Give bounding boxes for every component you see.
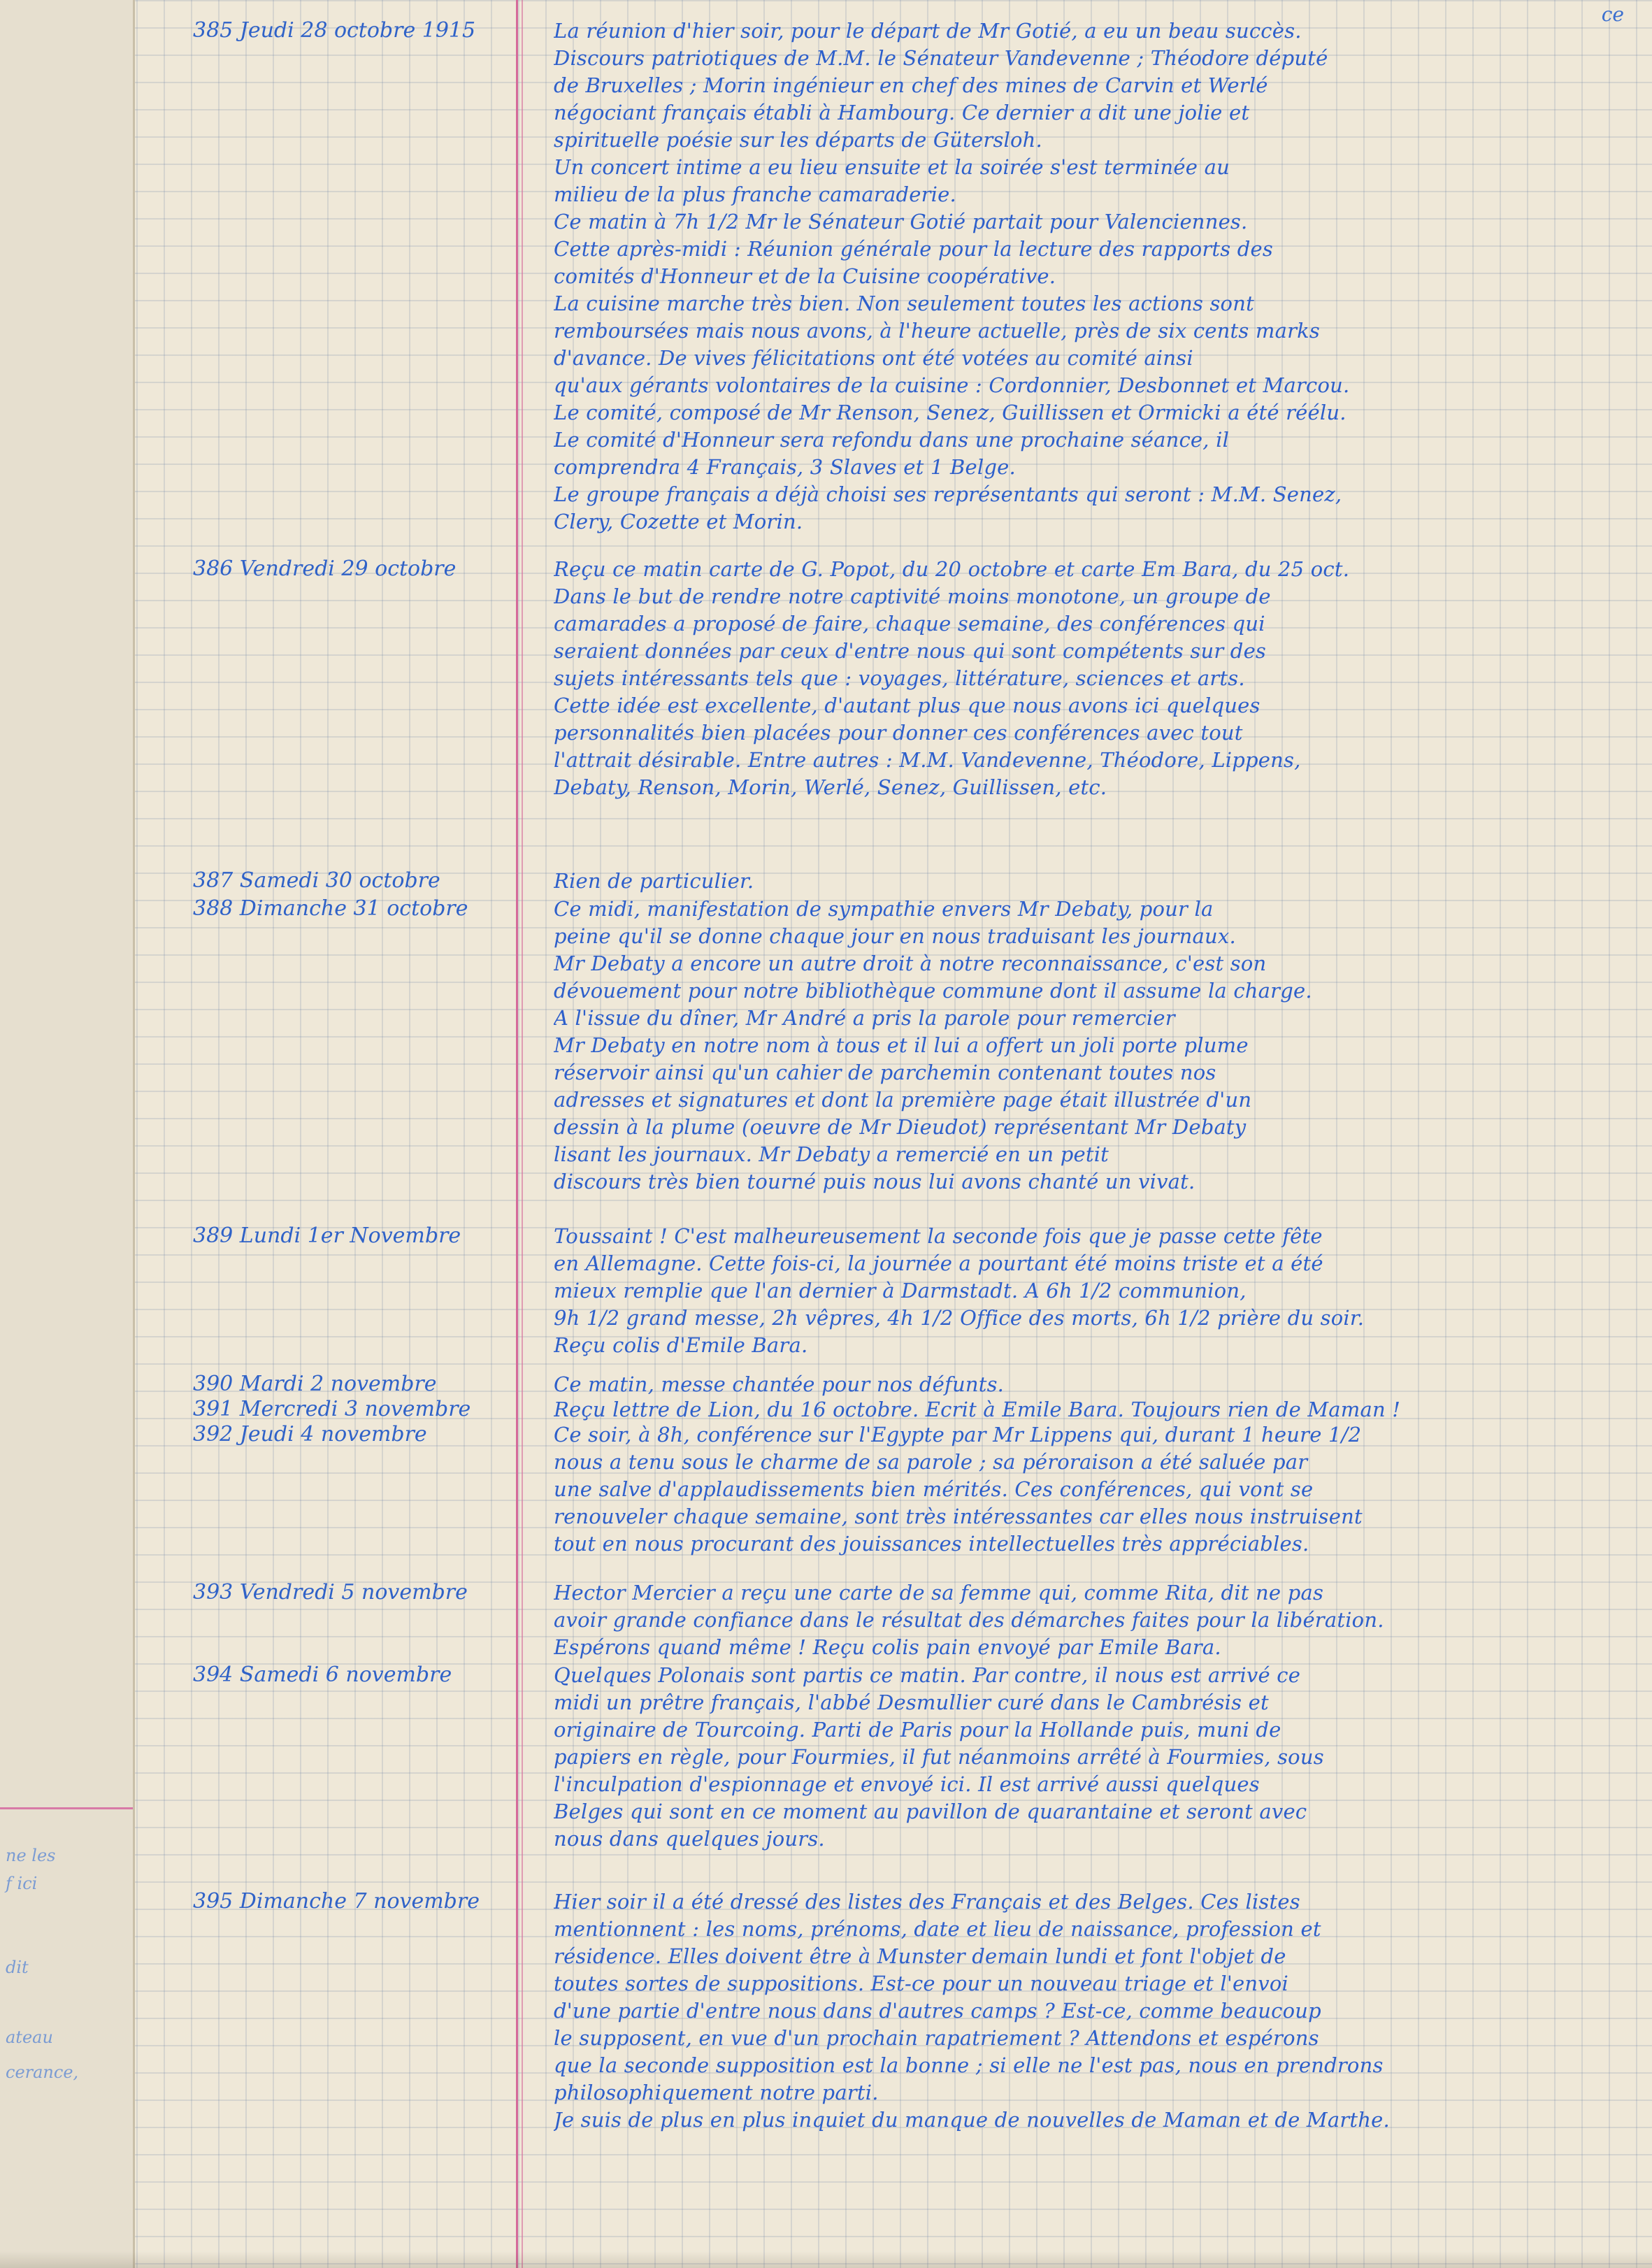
entry-text-line: nous dans quelques jours. (554, 1827, 825, 1851)
margin-rule (516, 0, 518, 2268)
entry-text-line: seraient données par ceux d'entre nous qui sont compétents sur des (554, 639, 1267, 663)
entry-text-line: dévouement pour notre bibliothèque commune dont il assume la charge. (554, 979, 1312, 1003)
entry-text-line: comprendra 4 Français, 3 Slaves et 1 Belge. (554, 455, 1016, 479)
entry-text-line: Mr Debaty en notre nom à tous et il lui a offert un joli porte plume (554, 1033, 1249, 1057)
entry-text-line: spirituelle poésie sur les départs de Gütersloh. (554, 128, 1042, 152)
entry-text-line: résidence. Elles doivent être à Munster demain lundi et font l'objet de (554, 1944, 1286, 1968)
entry-date-label: 387 Samedi 30 octobre (193, 868, 440, 893)
entry-text-line: de Bruxelles ; Morin ingénieur en chef des mines de Carvin et Werlé (554, 73, 1268, 97)
entry-text-line: une salve d'applaudissements bien mérités. Ces conférences, qui vont se (554, 1477, 1314, 1501)
entry-text-line: qu'aux gérants volontaires de la cuisine : Cordonnier, Desbonnet et Marcou. (554, 373, 1350, 397)
entry-text-line: Ce matin, messe chantée pour nos défunts. (554, 1372, 1005, 1396)
entry-text-line: Reçu ce matin carte de G. Popot, du 20 octobre et carte Em Bara, du 25 oct. (554, 557, 1350, 581)
entry-text-line: Cette après-midi : Réunion générale pour la lecture des rapports des (554, 237, 1273, 261)
entry-text-line: Dans le but de rendre notre captivité moins monotone, un groupe de (554, 584, 1271, 608)
entry-text-line: Je suis de plus en plus inquiet du manque de nouvelles de Maman et de Marthe. (554, 2108, 1390, 2132)
entry-text-line: papiers en règle, pour Fourmies, il fut néanmoins arrêté à Fourmies, sous (554, 1745, 1324, 1769)
entry-text-line: personnalités bien placées pour donner ces conférences avec tout (554, 721, 1243, 745)
gutter-note: ne les (6, 1846, 56, 1865)
entry-text-line: Cette idée est excellente, d'autant plus que nous avons ici quelques (554, 694, 1260, 717)
entry-text-line: Reçu colis d'Emile Bara. (554, 1333, 808, 1357)
entry-text-line: en Allemagne. Cette fois-ci, la journée a pourtant été moins triste et a été (554, 1251, 1323, 1275)
entry-text-line: Belges qui sont en ce moment au pavillon de quarantaine et seront avec (554, 1800, 1307, 1823)
page-edge-shadow (0, 2251, 1652, 2268)
entry-date-label: 393 Vendredi 5 novembre (193, 1580, 468, 1605)
entry-text-line: peine qu'il se donne chaque jour en nous traduisant les journaux. (554, 924, 1236, 948)
entry-date-label: 386 Vendredi 29 octobre (193, 557, 457, 581)
entry-text-line: adresses et signatures et dont la première page était illustrée d'un (554, 1088, 1252, 1112)
entry-text-line: Toussaint ! C'est malheureusement la seconde fois que je passe cette fête (554, 1224, 1323, 1248)
entry-date-label: 391 Mercredi 3 novembre (193, 1397, 471, 1421)
entry-text-line: sujets intéressants tels que : voyages, littérature, sciences et arts. (554, 666, 1245, 690)
entry-text-line: milieu de la plus franche camaraderie. (554, 182, 956, 206)
entry-date-label: 394 Samedi 6 novembre (193, 1663, 452, 1687)
entry-text-line: Un concert intime a eu lieu ensuite et la soirée s'est terminée au (554, 155, 1230, 179)
entry-text-line: avoir grande confiance dans le résultat des démarches faites pour la libération. (554, 1608, 1384, 1632)
entry-text-line: mieux remplie que l'an dernier à Darmstadt. A 6h 1/2 communion, (554, 1279, 1247, 1302)
entry-text-line: camarades a proposé de faire, chaque semaine, des conférences qui (554, 612, 1265, 636)
entry-text-line: lisant les journaux. Mr Debaty a remercié en un petit (554, 1142, 1109, 1166)
entry-text-line: mentionnent : les noms, prénoms, date et lieu de naissance, profession et (554, 1917, 1321, 1941)
entry-text-line: comités d'Honneur et de la Cuisine coopérative. (554, 264, 1056, 288)
entry-text-line: La réunion d'hier soir, pour le départ de Mr Gotié, a eu un beau succès. (554, 19, 1302, 43)
entry-text-line: Le comité, composé de Mr Renson, Senez, Guillissen et Ormicki a été réélu. (554, 401, 1346, 424)
gutter-note: dit (6, 1958, 29, 1977)
entry-text-line: Rien de particulier. (554, 869, 754, 893)
gutter-note: f ici (6, 1874, 38, 1893)
entry-text-line: Hier soir il a été dressé des listes des Français et des Belges. Ces listes (554, 1890, 1300, 1914)
entry-text-line: d'une partie d'entre nous dans d'autres camps ? Est-ce, comme beaucoup (554, 1999, 1321, 2023)
facing-page-gutter (0, 0, 135, 2268)
entry-text-line: Reçu lettre de Lion, du 16 octobre. Ecrit à Emile Bara. Toujours rien de Maman ! (554, 1398, 1401, 1421)
entry-date-label: 388 Dimanche 31 octobre (193, 896, 468, 921)
entry-text-line: Discours patriotiques de M.M. le Sénateur Vandevenne ; Théodore député (554, 46, 1328, 70)
entry-text-line: que la seconde supposition est la bonne ; si elle ne l'est pas, nous en prendrons (554, 2053, 1384, 2077)
entry-date-label: 395 Dimanche 7 novembre (193, 1889, 480, 1914)
entry-text-line: remboursées mais nous avons, à l'heure actuelle, près de six cents marks (554, 319, 1320, 343)
entry-text-line: Le comité d'Honneur sera refondu dans une prochaine séance, il (554, 428, 1230, 452)
entry-text-line: nous a tenu sous le charme de sa parole ; sa péroraison a été saluée par (554, 1450, 1308, 1474)
entry-text-line: réservoir ainsi qu'un cahier de parchemin contenant toutes nos (554, 1061, 1216, 1084)
entry-text-line: tout en nous procurant des jouissances intellectuelles très appréciables. (554, 1532, 1309, 1556)
entry-text-line: négociant français établi à Hambourg. Ce dernier a dit une jolie et (554, 101, 1250, 124)
margin-rule (522, 0, 523, 2268)
entry-text-line: toutes sortes de suppositions. Est-ce pour un nouveau triage et l'envoi (554, 1972, 1288, 1995)
entry-text-line: Espérons quand même ! Reçu colis pain envoyé par Emile Bara. (554, 1635, 1221, 1659)
entry-text-line: l'attrait désirable. Entre autres : M.M. Vandevenne, Théodore, Lippens, (554, 748, 1301, 772)
entry-text-line: Quelques Polonais sont partis ce matin. Par contre, il nous est arrivé ce (554, 1663, 1301, 1687)
entry-text-line: philosophiquement notre parti. (554, 2081, 879, 2104)
entry-text-line: renouveler chaque semaine, sont très intéressantes car elles nous instruisent (554, 1505, 1363, 1528)
entry-text-line: Le groupe français a déjà choisi ses représentants qui seront : M.M. Senez, (554, 482, 1342, 506)
entry-date-label: 389 Lundi 1er Novembre (193, 1223, 461, 1248)
entry-date-label: 385 Jeudi 28 octobre 1915 (193, 18, 476, 43)
entry-text-line: midi un prêtre français, l'abbé Desmullier curé dans le Cambrésis et (554, 1691, 1269, 1714)
entry-text-line: Ce midi, manifestation de sympathie envers Mr Debaty, pour la (554, 897, 1214, 921)
entry-text-line: l'inculpation d'espionnage et envoyé ici. Il est arrivé aussi quelques (554, 1772, 1260, 1796)
entry-date-label: 390 Mardi 2 novembre (193, 1372, 437, 1396)
entry-text-line: Debaty, Renson, Morin, Werlé, Senez, Guillissen, etc. (554, 775, 1107, 799)
entry-text-line: A l'issue du dîner, Mr André a pris la parole pour remercier (554, 1006, 1175, 1030)
gutter-margin-line (0, 1807, 133, 1809)
entry-text-line: Clery, Cozette et Morin. (554, 510, 803, 533)
entry-text-line: dessin à la plume (oeuvre de Mr Dieudot) représentant Mr Debaty (554, 1115, 1247, 1139)
entry-text-line: le supposent, en vue d'un prochain rapatriement ? Attendons et espérons (554, 2026, 1319, 2050)
entry-date-label: 392 Jeudi 4 novembre (193, 1422, 427, 1447)
entry-text-line: discours très bien tourné puis nous lui avons chanté un vivat. (554, 1170, 1195, 1193)
corner-mark: ce (1601, 3, 1624, 26)
entry-text-line: 9h 1/2 grand messe, 2h vêpres, 4h 1/2 Office des morts, 6h 1/2 prière du soir. (554, 1306, 1365, 1330)
entry-text-line: Ce matin à 7h 1/2 Mr le Sénateur Gotié partait pour Valenciennes. (554, 210, 1248, 234)
gutter-note: cerance, (6, 2062, 79, 2082)
entry-text-line: Mr Debaty a encore un autre droit à notre reconnaissance, c'est son (554, 952, 1267, 975)
entry-text-line: La cuisine marche très bien. Non seulement toutes les actions sont (554, 292, 1254, 315)
entry-text-line: Hector Mercier a reçu une carte de sa femme qui, comme Rita, dit ne pas (554, 1581, 1324, 1605)
gutter-note: ateau (6, 2027, 53, 2047)
entry-text-line: Ce soir, à 8h, conférence sur l'Egypte par Mr Lippens qui, durant 1 heure 1/2 (554, 1423, 1362, 1447)
entry-text-line: originaire de Tourcoing. Parti de Paris pour la Hollande puis, muni de (554, 1718, 1281, 1742)
entry-text-line: d'avance. De vives félicitations ont été votées au comité ainsi (554, 346, 1193, 370)
